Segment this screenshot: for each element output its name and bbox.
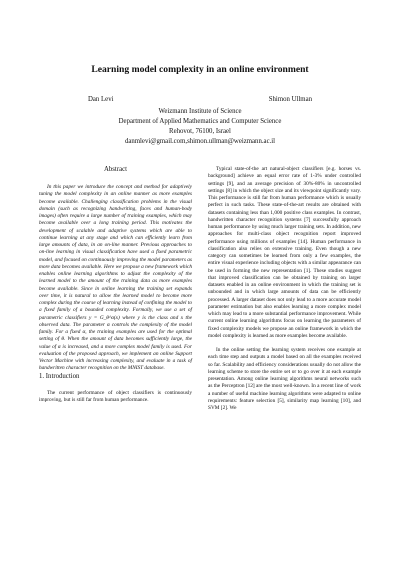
abstract-heading: Abstract — [103, 166, 128, 173]
body-paragraph: In the online setting the learning system receives one example at each time step and outputs a model based on all the examples received so far. Scalability and efficiency considerations usually do not allow the learning scheme to store the entire set or to go over it at each example presentation. Among online learning algorithms neural networks such as the Perceptron [12] are the most well-known. In a recent line of work a number of useful machine learning algorithms were adapted to online requirements: feature selection [5], similarity map learning [10], and SVM [2]. We — [208, 347, 361, 411]
abstract-text: In this paper we introduce the concept and method for adaptively tuning the model complexity in an online manner as more examples become available. Challenging classification problems in the visual domain (such as recognizing handwriting, faces and human-body images) often require a large number of training examples, which may become available over a long training period. This motivates the development of scalable and adaptive systems which are able to continue learning at any stage and which can efficiently learn from large amounts of data, in an on-line manner. Previous approaches to on-line learning in visual classification have used a fixed parametric model, and focused on continuously improving the model parameters as more data becomes available. Here we propose a new framework which enables online learning algorithms to adjust the complexity of the learned model to the amount of the training data as more examples become available. Since in online learning the training set expands over time, it is natural to allow the learned model to become more complex during the course of learning instead of confining the model to a fixed family of a bounded complexity. Formally, we use a set of parametric classifiers y = G_θ^α(x) where y is the class and x the observed data. The parameter α controls the complexity of the model family. For a fixed α, the training examples are used for the optimal setting of θ. When the amount of data becomes sufficiently large, the value of α is increased, and a more complex model family is used. For evaluation of the proposed approach, we implement an online Support Vector Machine with increasing complexity, and evaluate in a task of handwritten character recognition on the MNIST database. — [39, 184, 192, 372]
right-column — [208, 166, 361, 412]
intro-paragraph: The current performance of object classifiers is continuously improving, but is still far from human performance. — [39, 389, 192, 403]
affiliation-block — [0, 107, 400, 147]
author-name: Shimon Ullman — [268, 96, 312, 103]
intro-heading: 1. Introduction — [39, 372, 80, 380]
left-column — [39, 166, 192, 404]
paper-title: Learning model complexity in an online environment — [91, 64, 309, 75]
author-emails: danmlevi@gmail.com,shimon.ullman@weizmann.ac.il — [124, 138, 276, 146]
body-paragraph: Typical state-of-the art natural-object classifiers [e.g. horses vs. background] achieve an equal error rate of 1-3% under controlled settings [9], and an average precision of 30%-80% in uncontrolled settings [8] in which the object size and its viewpoint significantly vary. This performance is still far from human performance which is usually perfect in such tasks. These state-of-the-art results are obtained with datasets containing less than 1,000 positive class examples. In contrast, handwritten character recognition systems [7] successfully approach human performance by using much larger training sets. In addition, new approaches for multi-class object recognition report improved performance using millions of examples [14]. Human performance in classification also relies on extensive training. Even though a new category can sometimes be learned from only a few examples, the entire visual experience including objects with a similar appearance can be used in forming the new representation [1]. These studies suggest that improved classification can be obtained by training on larger datasets enabled in an online environment in which the training set is unbounded and in which large amounts of data can be efficiently processed. A larger dataset does not only lead to a more accurate model parameter estimation but also enables learning a more complex model which may lead to a more substantial performance improvement. While current online learning algorithms focus on learning the parameters of fixed complexity models we propose an online framework in which the model complexity is learned as more examples become available. — [208, 166, 361, 339]
affiliation-line: Rehovot, 76100, Israel — [169, 128, 231, 136]
affiliation-line: Department of Applied Mathematics and Computer Science — [118, 118, 282, 126]
author-name: Dan Levi — [88, 96, 114, 103]
author-list — [88, 96, 312, 103]
affiliation-line: Weizmann Institute of Science — [158, 108, 242, 115]
